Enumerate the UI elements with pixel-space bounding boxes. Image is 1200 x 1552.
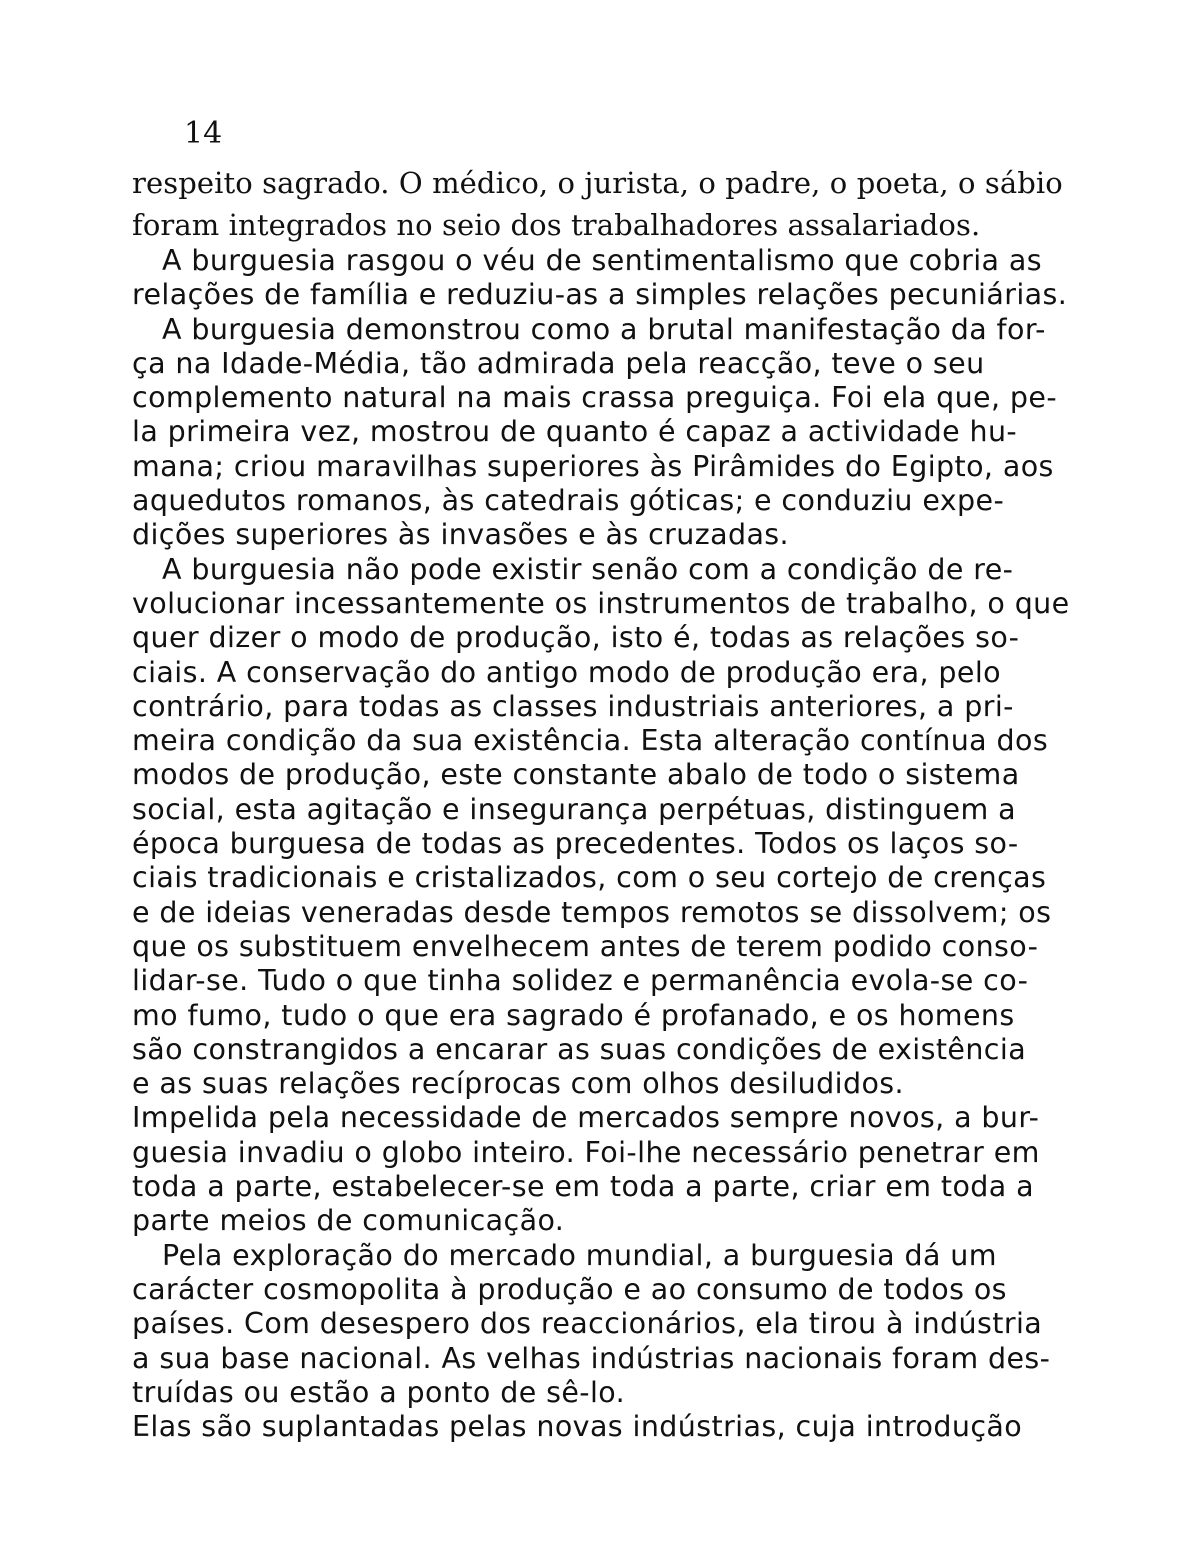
text-line: países. Com desespero dos reaccionários, ela tirou à indústria (132, 1307, 1043, 1341)
text-line: meira condição da sua existência. Esta alteração contínua dos (132, 724, 1049, 758)
text-line: complemento natural na mais crassa preguiça. Foi ela que, pe- (132, 381, 1058, 415)
text-line: época burguesa de todas as precedentes. Todos os laços so- (132, 827, 1019, 861)
serif-paragraph (132, 162, 1112, 246)
body-text (132, 244, 1112, 1444)
text-line: dições superiores às invasões e às cruzadas. (132, 518, 790, 552)
text-line: toda a parte, estabelecer-se em toda a parte, criar em toda a (132, 1170, 1034, 1204)
text-line: e as suas relações recíprocas com olhos desiludidos. (132, 1067, 904, 1101)
text-line: relações de família e reduziu-as a simples relações pecuniárias. (132, 278, 1068, 312)
text-line: A burguesia não pode existir senão com a condição de re- (162, 552, 1014, 586)
text-line: Impelida pela necessidade de mercados sempre novos, a bur- (132, 1101, 1040, 1135)
text-line: e de ideias veneradas desde tempos remotos se dissolvem; os (132, 895, 1052, 929)
text-line: que os substituem envelhecem antes de terem podido conso- (132, 929, 1039, 963)
text-line: la primeira vez, mostrou de quanto é capaz a actividade hu- (132, 415, 1018, 449)
text-line: aquedutos romanos, às catedrais góticas; e conduziu expe- (132, 484, 1005, 518)
text-line: guesia invadiu o globo inteiro. Foi-lhe necessário penetrar em (132, 1135, 1040, 1169)
text-line: volucionar incessantemente os instrumentos de trabalho, o que (132, 586, 1070, 620)
text-line: são constrangidos a encarar as suas condições de existência (132, 1032, 1027, 1066)
text-line: quer dizer o modo de produção, isto é, todas as relações so- (132, 621, 1020, 655)
page-number: 14 (184, 116, 223, 151)
text-line: mo fumo, tudo o que era sagrado é profanado, e os homens (132, 998, 1015, 1032)
text-line: contrário, para todas as classes industriais anteriores, a pri- (132, 689, 1014, 723)
text-line: Pela exploração do mercado mundial, a burguesia dá um (162, 1238, 997, 1272)
text-line: ciais tradicionais e cristalizados, com o seu cortejo de crenças (132, 861, 1047, 895)
text-line: a sua base nacional. As velhas indústrias nacionais foram des- (132, 1341, 1051, 1375)
text-line: lidar-se. Tudo o que tinha solidez e permanência evola-se co- (132, 964, 1029, 998)
text-line: parte meios de comunicação. (132, 1204, 565, 1238)
text-line: social, esta agitação e insegurança perpétuas, distinguem a (132, 792, 1016, 826)
text-line: Elas são suplantadas pelas novas indústrias, cuja introdução (132, 1410, 1023, 1444)
text-line: ça na Idade-Média, tão admirada pela reacção, teve o seu (132, 346, 985, 380)
text-line: foram integrados no seio dos trabalhadores assalariados. (132, 208, 981, 242)
text-line: modos de produção, este constante abalo de todo o sistema (132, 758, 1020, 792)
text-line: mana; criou maravilhas superiores às Pirâmides do Egipto, aos (132, 449, 1054, 483)
text-line: carácter cosmopolita à produção e ao consumo de todos os (132, 1272, 1007, 1306)
text-line: respeito sagrado. O médico, o jurista, o padre, o poeta, o sábio (132, 166, 1063, 200)
text-line: truídas ou estão a ponto de sê-lo. (132, 1375, 626, 1409)
text-line: ciais. A conservação do antigo modo de produção era, pelo (132, 655, 1002, 689)
text-line: A burguesia demonstrou como a brutal manifestação da for- (162, 312, 1046, 346)
text-line: A burguesia rasgou o véu de sentimentalismo que cobria as (162, 244, 1042, 277)
